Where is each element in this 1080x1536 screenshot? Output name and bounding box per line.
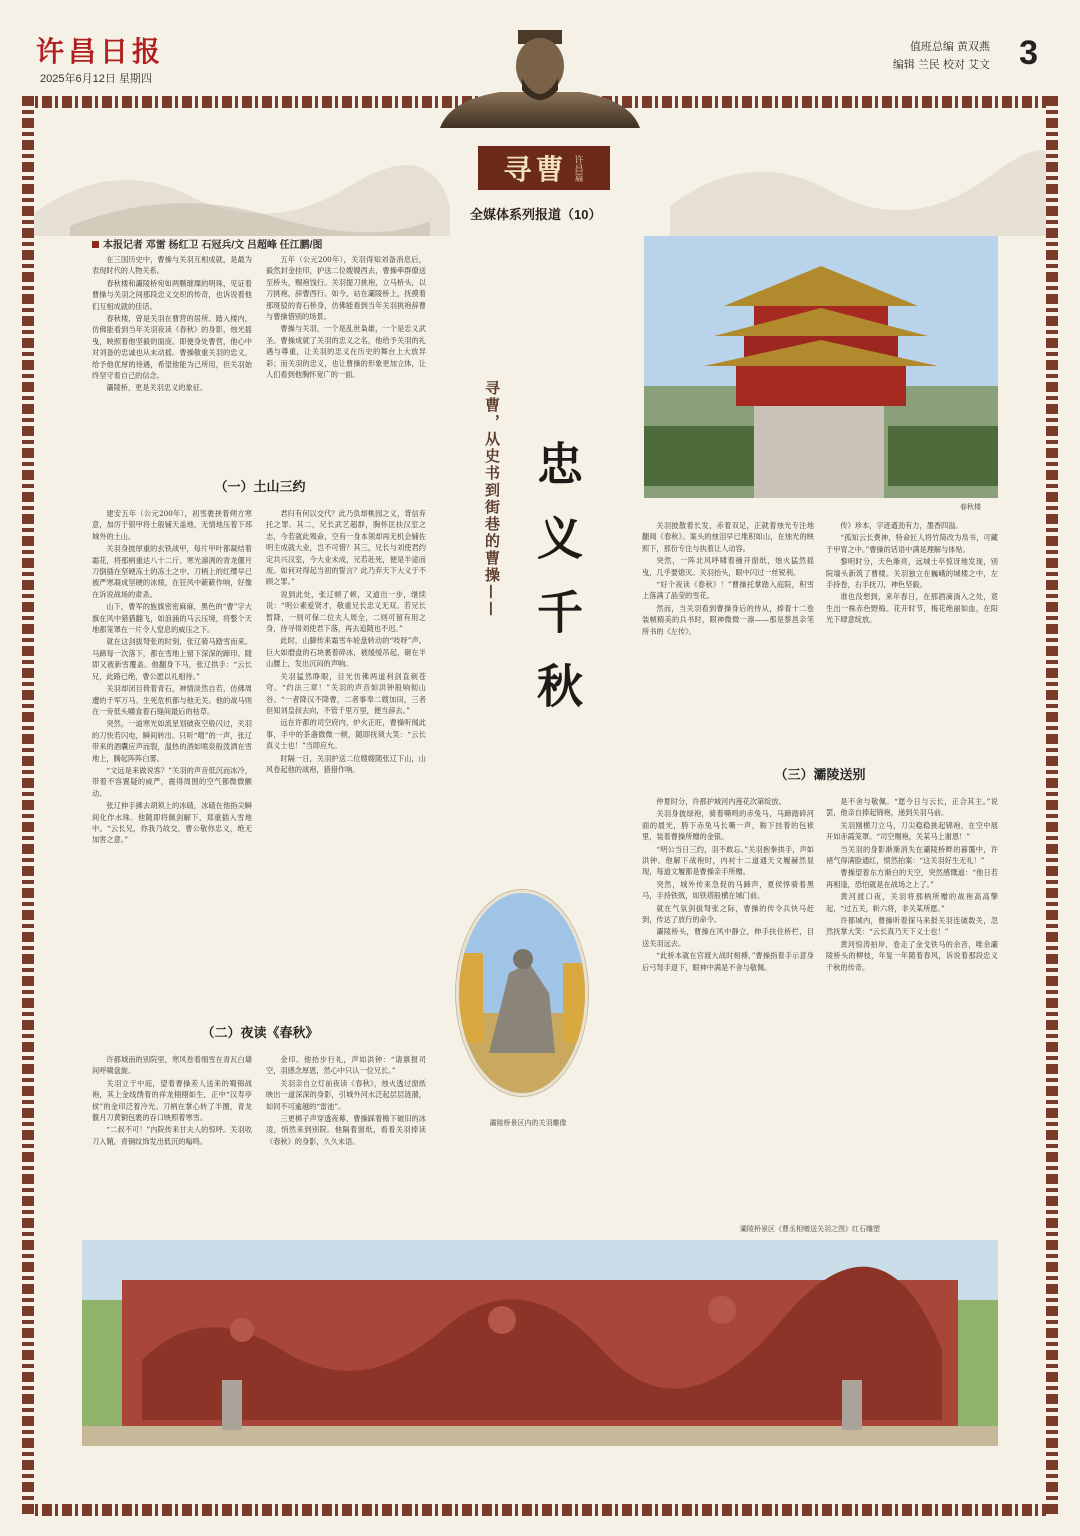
- editors-credit: [893, 38, 990, 74]
- relief-image: [82, 1240, 998, 1446]
- paragraph: 说到此处，张辽顿了顿，又道出一步，继续说：“明公素爱贤才，敬重兄长忠义无双。若兄长暂降，一则可保二位夫人周全，二则可留有用之身，待寻得刘使君下落，再去追随也不迟。”: [266, 589, 426, 634]
- article-title: 忠义千秋: [530, 440, 584, 736]
- section1-column-2: [266, 508, 426, 1008]
- paragraph: 山下，曹军的旌旗密密麻麻，黑色的“曹”字大旗在风中猎猎翻飞，如浪涌的马云压境，将整个天地都笼罩在一片令人窒息的威压之下。: [92, 602, 252, 635]
- paragraph: 黄河渡口夜，关羽将那柄所赠的战袍高高擎起，“过五关，斩六将，非关某所愿。”: [826, 892, 998, 913]
- paragraph: 关羽立于中庭，望着曹操差人送来的蜀锦战袍，其上金线绣着的祥龙栩栩如生，正中“汉寿亭侯”的金印泛着冷光。刀柄在掌心转了半圈，青龙偃月刀黄铜包裹的吞口映照着寒雪。: [92, 1078, 252, 1123]
- section3-upper-column-2: [826, 520, 998, 750]
- paragraph: 是不舍与敬佩。“愿今日与云长，正合其主。”说罢，他亲自捧起锦袍，递到关羽马前。: [826, 797, 998, 818]
- paragraph: 关羽亲自立灯前夜读《春秋》，烛火透过窗纸映出一道深深的身影，引城外河水泛起层层涟漪，如同不可逾越的“雷池”。: [266, 1078, 426, 1111]
- paragraph: 传》珍本，字迹遒劲有力，墨香四溢。: [840, 521, 963, 530]
- paragraph: 金印。他抬步行礼，声如洪钟：“请禀报司空，羽感念厚恩，然心中只认一位兄长。”: [266, 1055, 426, 1076]
- section-heading-1: （一）土山三约: [214, 480, 306, 495]
- red-stone-relief-photo: [82, 1240, 998, 1446]
- paragraph: 春秋楼，曾是关羽在曹营的居所。踏入楼内，仿佛能看到当年关羽夜读《春秋》的身影，烛光摇曳，映照着他坚毅的面庞。即便身处曹营，他心中对刘备的忠诚也从未动摇。曹操敬重关羽的忠义，给予他优厚的待遇，希望他能为己所用，但关羽始终坚守着自己的信念。: [92, 314, 252, 381]
- intro-column-1: [92, 254, 252, 454]
- paragraph: 关羽身披绿袍，骑着嘶鸣的赤兔马，马蹄踏碎河面的晨光，胯下赤兔马长嘶一声，鞍下挂着的包袱里，装着曹操所赠的金银。: [642, 809, 814, 842]
- paragraph: 三更梆子声穿透夜幕，曹操踩着檐下破旧的冰凌，悄然来到别院。他隔着窗纸，看着关羽捧读《春秋》的身影，久久未语。: [266, 1114, 426, 1146]
- paragraph: 黎明时分，天色渐亮，远城士卒惊讶地发现，别院墙头新筑了曹楼。关羽独立在巍峨的城楼之中，左手持卷，右手抚刀，神色坚毅。: [826, 557, 998, 590]
- paragraph: 突然，一阵北风呼啸着撞开窗纸，烛火猛然摇曳，几乎要熄灭。关羽抬头，眼中闪过一丝锐利。: [642, 556, 814, 577]
- chunqiu-tower-photo: [644, 236, 998, 498]
- decorative-border-left: [22, 96, 34, 1516]
- paragraph: 突然，一道寒光如流星划破夜空般闪过，关羽的刀快若闪电，瞬间转出。只听“噌”的一声，张辽带来的酒囊应声而裂，温热的酒如喷泉般泼洒在雪地上，腾起阵阵白雾。: [92, 719, 252, 763]
- badge-title: 寻曹: [503, 153, 568, 186]
- paragraph: 曹操与关羽，一个是乱世枭雄，一个是忠义武圣。曹操成就了关羽的忠义之名，他给予关羽的礼遇与尊重，让关羽的忠义在历史的舞台上大放异彩；而关羽的忠义，也让曹操的形象更加立体，让人们看到他胸怀宽广的一面。: [266, 324, 426, 380]
- paragraph: 当关羽的身影渐渐消失在灞陵桥畔的暮霭中，许褚气得满脸通红，愤然拍案：“这关羽好生无礼！”: [826, 844, 998, 866]
- photo-caption-tower: 春秋楼: [960, 503, 981, 511]
- paragraph: 君归有何以交代？此乃负却桃园之义，背信弃托之罪。其二，兄长武艺超群，胸怀匡扶汉室之志，今若就此殒命，空有一身本领却再无机会辅佐明主成就大业，岂不可惜？其三，兄长与刘使君约定共兴汉室，今大业未成，兄若赴死，便是半途而废。如何对得起当初的誓言？此乃弃天下大义于不顾之罪。”: [266, 509, 426, 587]
- paragraph: 许都城内，曹操听着探马来报关羽连破数关，忽然抚掌大笑：“云长真乃天下义士也！”: [826, 916, 998, 937]
- section3-column-1: [642, 796, 814, 1216]
- paragraph: 远在许都的司空府内，炉火正旺，曹操听闻此事，手中的茶盏微微一顿，随即抚须大笑：“云长真义士也！”当即应允。: [266, 718, 426, 751]
- decorative-border-bottom: [22, 1504, 1058, 1516]
- photo-caption-statue: 灞陵桥景区内的关羽雕像: [489, 1119, 567, 1127]
- section-heading-2: （二）夜读《春秋》: [201, 1026, 319, 1041]
- paragraph: 突然，城外传来急促的马蹄声，夏侯惇骑着黑马，手持铁戟，如铁塔般横在城门前。: [642, 879, 814, 901]
- paragraph: 关羽披散着长发，赤着双足，正就着烛光专注地翻阅《春秋》。案头的烛泪早已堆积如山，在烛光的映照下，那份专注与执着让人动容。: [642, 521, 814, 553]
- paragraph: 时隔一日，关羽护送二位嫂嫂随张辽下山，山风卷起他的战袍，猎猎作响。: [266, 753, 426, 774]
- paragraph: “此桥本就在官渡大战时相搏，”曹操指着手示意身后弓弩手退下，眼神中满是不舍与敬佩。: [642, 951, 814, 972]
- series-label: 全媒体系列报道（10）: [470, 207, 602, 222]
- paragraph: 灞陵桥头，曹操在风中静立，伸手扶住桥栏，目送关羽远去。: [642, 927, 814, 948]
- byline: [92, 236, 322, 251]
- paragraph: 曹操望着东方渐白的天空，突然感慨道：“他日若再相逢，恐怕就是在战场之上了。”: [826, 868, 998, 889]
- article-subtitle: 寻曹，从史书到街巷的曹操——: [483, 380, 501, 618]
- cao-cao-bust-image: [440, 30, 640, 128]
- paragraph: “孤知云长费神，特命匠人将竹简改为帛书，可藏于甲胄之中。”曹操的话语中满是理解与体贴。: [826, 533, 998, 554]
- section1-column-1: [92, 508, 252, 1008]
- paragraph: 灞陵桥，更是关羽忠义的象征。: [106, 383, 208, 393]
- paragraph: 五年（公元200年），关羽得知刘备消息后，毅然封金挂印，护送二位嫂嫂西去，曹操率群僚送至桥头，赐袍饯行。关羽提刀挑袍，立马桥头，以刀挑袍，辞曹西行。如今，站在灞陵桥上，抚摸着那斑驳的青石桥身，仿佛能看到当年关羽挑袍辞曹与曹操惜别的场景。: [266, 255, 426, 322]
- section-heading-3: （三）灞陵送别: [774, 768, 866, 783]
- section3-column-2: [826, 796, 998, 1216]
- page-number: 3: [1019, 34, 1038, 72]
- photo-caption-relief: 灞陵桥景区《曹丞相赠送关羽之图》红石雕塑: [740, 1225, 880, 1233]
- paragraph: 仲夏时分，许都护城河内莲花次第绽放。: [656, 797, 786, 806]
- decorative-border-right: [1046, 96, 1058, 1516]
- paragraph: 就在气氛剑拔弩张之际，曹操的传令兵快马赶到，传达了放行的命令。: [642, 903, 814, 925]
- editors-line-2: 编辑 兰民 校对 艾文: [892, 59, 990, 71]
- paragraph: 关羽身披厚重的玄铁战甲，每片甲叶都凝结着霜花，将那柄重达八十二斤、寒光凛冽的青龙偃月刀倒插在坚硬冻土的冻土之中。刀柄上的红缨早已被严寒凝成坚硬的冰棱，在狂风中簌簌作响，好像在诉说战场的肃杀。: [92, 544, 252, 599]
- badge-subtitle: 许昌篇: [572, 154, 583, 182]
- column-badge: [478, 146, 610, 190]
- paragraph: “好个夜读《春秋》！”曹操托掌踏入庭院，积雪上落满了晶莹的雪花。: [642, 580, 814, 601]
- paragraph: 此时，山脚传来霜雪车轮盘转动的“吱呀”声。巨大如磨盘的石块裹着碎冰，被缓缓吊起，砸在半山腰上，发出沉闷的声响。: [266, 636, 426, 669]
- paragraph: 春秋楼和灞陵桥宛如两颗璀璨的明珠，见证着曹操与关羽之间那段忠义交织的传奇，也诉说着他们互相成就的佳话。: [92, 278, 252, 311]
- guan-yu-statue-photo: [456, 890, 588, 1096]
- intro-column-2: [266, 254, 426, 454]
- square-bullet-icon: [92, 241, 99, 248]
- paragraph: “明公当日三约，羽不敢忘。”关羽抱拳拱手，声如洪钟。他解下战袍时，内衬十二道通天文履赫然显现，每道文履都是曹操亲手所赠。: [642, 844, 814, 877]
- paragraph: 在三国历史中，曹操与关羽互相成就，是最为表现时代的人物关系。: [92, 255, 252, 276]
- paragraph: 黄河惊涛拍岸，卷走了金戈铁马的余音，唯余灞陵桥头的柳枝，年复一年随着春风，诉说着那段忠义千秋的传奇。: [826, 939, 998, 972]
- paragraph: 建安五年（公元200年），初雪裹挟着朔方寒意，加厉于银甲将士般铺天盖地，无情地压着下邳城外的土山。: [92, 509, 252, 541]
- paragraph: 张辽伸手拂去胡须上的冰碴，冰碴在他指尖瞬间化作水珠。他随即将佩剑解下，郑重插入雪地中。“云长兄，你我乃故交，曹公敬你忠义，绝无加害之意。”: [92, 801, 252, 845]
- chunqiu-tower-image: [644, 236, 998, 498]
- byline-text: 本报记者 邓雷 杨红卫 石冠兵/文 吕超峰 任江鹏/图: [103, 240, 323, 251]
- paragraph: 许都城南的别院里，寒风卷着细雪在青瓦白墙间呼啸盘旋。: [92, 1055, 252, 1076]
- section2-column-2: [266, 1054, 426, 1230]
- paragraph: 谁也没想到，来年春日，在那酒滴淌入之处，竟生出一株赤色野梅。花开时节，梅花绝丽如血，在阳光下肆意绽放。: [826, 592, 998, 625]
- paragraph: “二叔不可！”内院传来甘夫人的惊呼。关羽收刀入鞘，青铜纹饰发出低沉的嗡鸣。: [92, 1125, 252, 1146]
- masthead: 许昌日报: [36, 35, 165, 68]
- paragraph: 然而，当关羽看到曹操身后的侍从，捧着十二卷装帧精美的兵书时，眼神微微一凛——那是蔡邕亲笔所书的《左传》。: [642, 603, 814, 636]
- editors-line-1: 值班总编 黄双燕: [909, 41, 990, 53]
- paragraph: 就在这剑拔弩张的时刻，张辽骑马踏雪而来。马蹄每一次落下，都在雪地上留下深深的蹄印。随即又被新雪覆盖。他翻身下马，张辽拱手：“云长兄，此路已绝，曹公愿以礼相待。”: [92, 637, 252, 681]
- paragraph: 关羽猛然睁眼，目光仿佛两道利剑直刺苍穹。“约法三章！”关羽的声音如洪钟般响彻山谷。“一者降汉不降曹，二者事奉二嫂加田，三者但知刘皇叔去向，不管千里万里，便当辞去。”: [266, 671, 426, 715]
- section3-upper-column-1: [642, 520, 814, 750]
- paragraph: “文远是来做说客？”关羽的声音低沉而冰冷，带着不容置疑的威严，震得周围的空气都微微颤动。: [92, 765, 252, 798]
- issue-date: 2025年6月12日 星期四: [40, 73, 152, 85]
- paragraph: 关羽刚横刀立马，刀尖稳稳挑起锦袍，在空中展开如赤霞笼罩。“司空赐袍，关某马上谢恩！”: [826, 820, 998, 842]
- guan-yu-statue-image: [459, 893, 585, 1093]
- section2-column-1: [92, 1054, 252, 1230]
- paragraph: 关羽却闭目倚着青石，神情淡然自若，仿佛周遭的千军万马、生死危机都与他无关。他的战马则在一旁低头嚼食着石缝间最后的枯草。: [92, 684, 252, 716]
